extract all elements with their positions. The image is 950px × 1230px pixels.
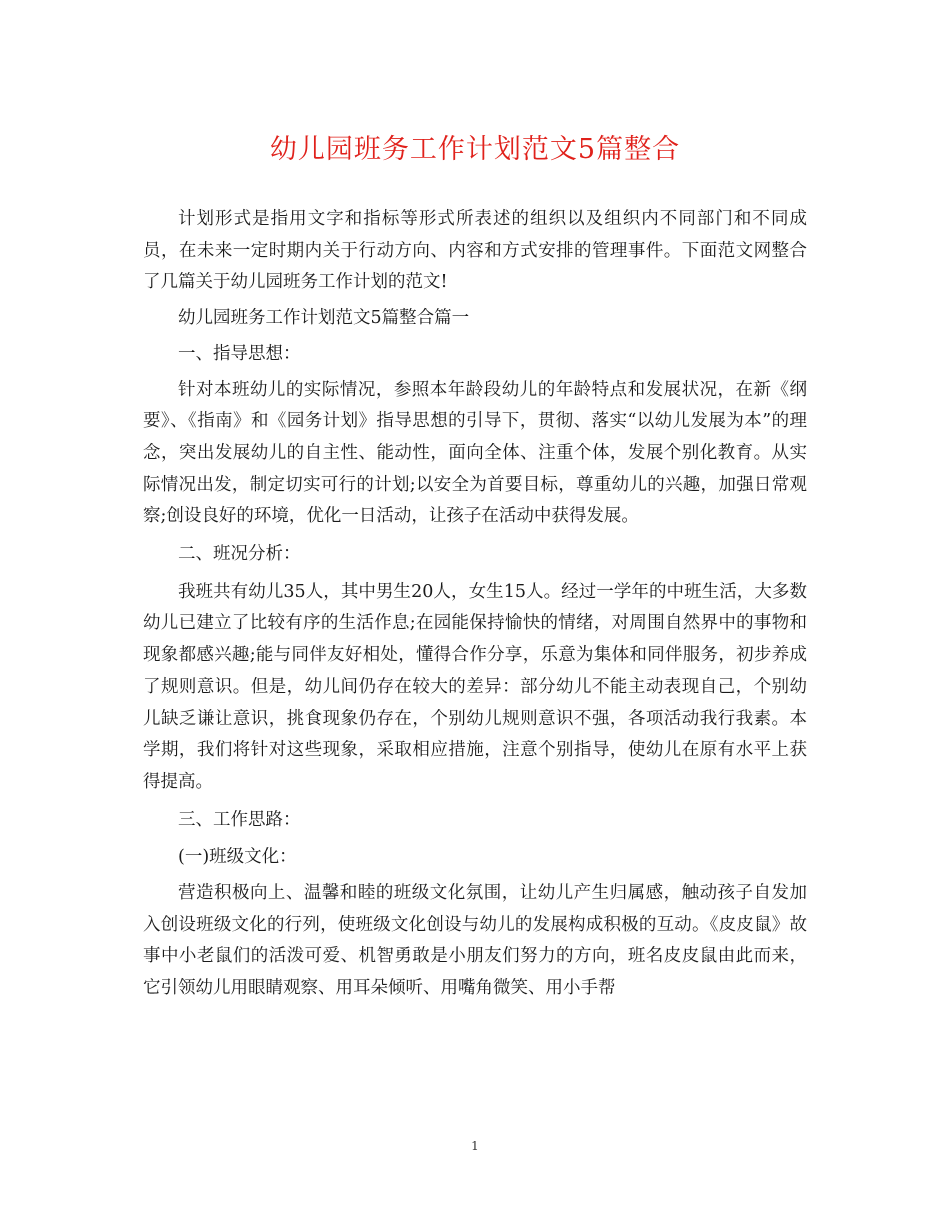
document-body (143, 204, 807, 1005)
paragraph-guiding-ideology: 针对本班幼儿的实际情况，参照本年龄段幼儿的年龄特点和发展状况，在新《纲要》、《指南》和《园务计划》指导思想的引导下，贯彻、落实“以幼儿发展为本”的理念，突出发展幼儿的自主性、能动性，面向全体、注重个体，发展个别化教育。从实际情况出发，制定切实可行的计划;以安全为首要目标，尊重幼儿的兴趣，加强日常观察;创设良好的环境，优化一日活动，让孩子在活动中获得发展。 (143, 379, 807, 527)
heading-work-ideas: 三、工作思路： (178, 809, 301, 830)
document-title: 幼儿园班务工作计划范文5篇整合 (269, 134, 681, 165)
page-number: 1 (471, 1139, 479, 1153)
heading-class-analysis: 二、班况分析： (178, 544, 301, 565)
paragraph-class-analysis: 我班共有幼儿35人，其中男生20人，女生15人。经过一学年的中班生活，大多数幼儿已建立了比较有序的生活作息;在园能保持愉快的情绪，对周围自然界中的事物和现象都感兴趣;能与同伴友好相处，懂得合作分享，乐意为集体和同伴服务，初步养成了规则意识。但是，幼儿间仍存在较大的差异：部分幼儿不能主动表现自己，个别幼儿缺乏谦让意识，挑食现象仍存在，个别幼儿规则意识不强，各项活动我行我素。本学期，我们将针对这些现象，采取相应措施，注意个别指导，使幼儿在原有水平上获得提高。 (143, 581, 807, 792)
intro-paragraph: 计划形式是指用文字和指标等形式所表述的组织以及组织内不同部门和不同成员，在未来一定时期内关于行动方向、内容和方式安排的管理事件。下面范文网整合了几篇关于幼儿园班务工作计划的范文! (143, 209, 807, 293)
section-heading-article-one: 幼儿园班务工作计划范文5篇整合篇一 (178, 308, 470, 329)
paragraph-class-culture: 营造积极向上、温馨和睦的班级文化氛围，让幼儿产生归属感，触动孩子自发加入创设班级文化的行列，使班级文化创设与幼儿的发展构成积极的互动。《皮皮鼠》故事中小老鼠们的活泼可爱、机智勇敢是小朋友们努力的方向，班名皮皮鼠由此而来，它引领幼儿用眼睛观察、用耳朵倾听、用嘴角微笑、用小手帮 (143, 883, 807, 999)
heading-class-culture: (一)班级文化： (178, 847, 297, 868)
heading-guiding-ideology: 一、指导思想： (178, 343, 301, 364)
